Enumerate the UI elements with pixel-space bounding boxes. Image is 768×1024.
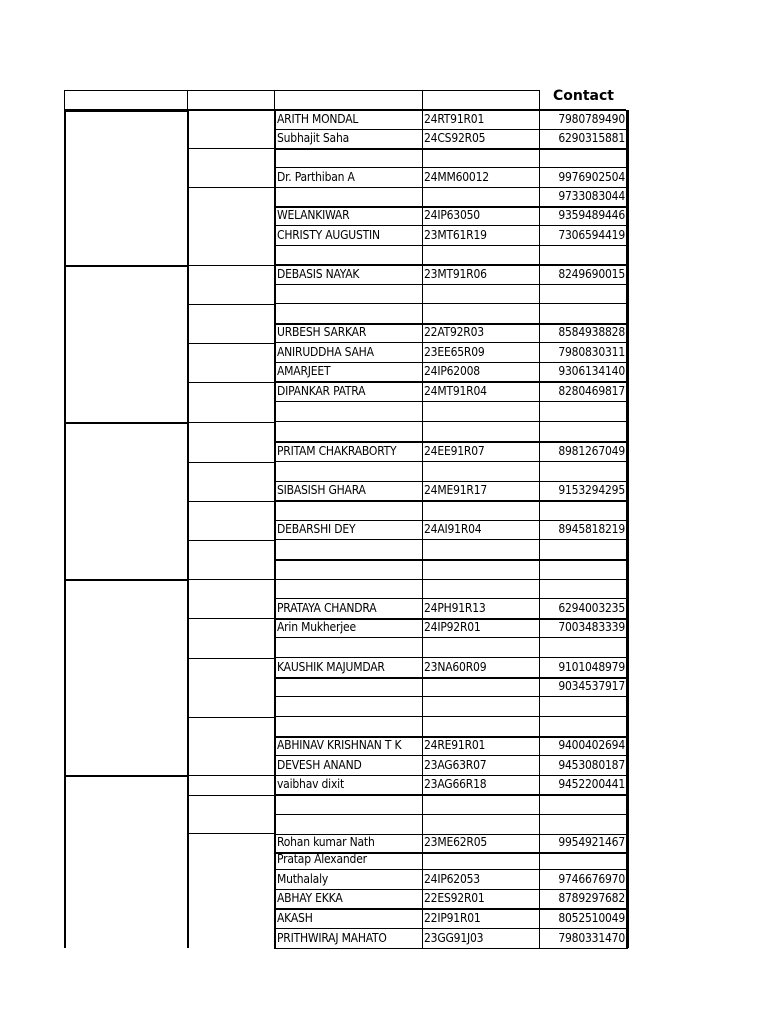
row-border <box>274 908 628 910</box>
contact-cell: 6294003235 <box>558 601 625 615</box>
header-vline <box>539 90 540 110</box>
row-border <box>274 657 628 658</box>
row-border <box>274 696 628 697</box>
row-border <box>274 637 628 638</box>
row-border <box>274 481 628 482</box>
row-border <box>274 225 628 226</box>
contact-cell: 9400402694 <box>558 738 625 752</box>
row-border <box>274 928 628 929</box>
contact-cell: 9101048979 <box>558 660 625 674</box>
contact-column-header: Contact <box>553 88 614 104</box>
header-vline <box>422 90 423 110</box>
row-border <box>274 264 628 266</box>
row-border <box>274 342 628 343</box>
subgroup-border <box>187 501 274 502</box>
row-border <box>274 461 628 462</box>
group-border <box>64 422 187 424</box>
contact-cell: 9452200441 <box>558 777 625 791</box>
contact-cell: 9359489446 <box>558 208 625 222</box>
name-cell: ANIRUDDHA SAHA <box>277 345 374 359</box>
roll-cell: 23MT91R06 <box>424 267 487 281</box>
contact-cell: 9746676970 <box>558 872 625 886</box>
roll-cell: 24IP62008 <box>424 364 480 378</box>
roll-cell: 23AG63R07 <box>424 758 487 772</box>
row-border <box>274 129 628 130</box>
row-border <box>274 539 628 540</box>
name-cell: SIBASISH GHARA <box>277 483 366 497</box>
contact-cell: 9034537917 <box>558 679 625 693</box>
subgroup-border <box>187 795 274 796</box>
contact-cell: 8280469817 <box>558 384 625 398</box>
name-cell: ABHINAV KRISHNAN T K <box>277 738 402 752</box>
contact-col-right-border <box>626 110 629 948</box>
group-border <box>64 110 187 112</box>
name-cell: AMARJEET <box>277 364 331 378</box>
header-vline <box>187 90 188 110</box>
roll-cell: 22ES92R01 <box>424 891 485 905</box>
group-border <box>64 579 187 581</box>
group-right-border <box>187 110 189 948</box>
contact-cell: 7003483339 <box>558 620 625 634</box>
name-cell: Dr. Parthiban A <box>277 170 355 184</box>
roll-cell: 24CS92R05 <box>424 131 486 145</box>
row-border <box>274 559 628 561</box>
name-cell: vaibhav dixit <box>277 777 345 791</box>
roll-cell: 23EE65R09 <box>424 345 485 359</box>
roll-cell: 24MT91R04 <box>424 384 487 398</box>
row-border <box>274 303 628 304</box>
row-border <box>274 187 628 188</box>
row-border <box>274 381 628 383</box>
name-cell: DEVESH ANAND <box>277 758 362 772</box>
contact-cell: 7980331470 <box>558 931 625 945</box>
contact-cell: 9153294295 <box>558 483 625 497</box>
name-cell: URBESH SARKAR <box>277 325 367 339</box>
subgroup-border <box>187 382 274 383</box>
row-border <box>274 401 628 402</box>
subgroup-border <box>187 658 274 659</box>
subgroup-border <box>187 343 274 344</box>
row-border <box>274 441 628 443</box>
row-border <box>274 500 628 502</box>
row-border <box>274 579 628 580</box>
subgroup-border <box>187 187 274 188</box>
name-cell: PRATAYA CHANDRA <box>277 601 377 615</box>
row-border <box>274 362 628 363</box>
group-left-border <box>64 110 66 948</box>
name-cell: KAUSHIK MAJUMDAR <box>277 660 385 674</box>
roll-cell: 23NA60R09 <box>424 660 487 674</box>
header-top-border <box>64 90 539 91</box>
roll-cell: 24IP62053 <box>424 872 480 886</box>
contact-cell: 8981267049 <box>558 444 625 458</box>
roll-cell: 24IP92R01 <box>424 620 481 634</box>
name-cell: Rohan kumar Nath <box>277 835 375 849</box>
contact-cell: 8249690015 <box>558 267 625 281</box>
subgroup-border <box>187 265 274 266</box>
name-cell: Muthalaly <box>277 872 329 886</box>
contact-cell: 7980830311 <box>558 345 625 359</box>
roll-cell: 24RT91R01 <box>424 112 485 126</box>
row-border <box>274 755 628 756</box>
contact-col-left-border <box>539 110 540 948</box>
roll-cell: 24RE91R01 <box>424 738 486 752</box>
roll-cell: 23GG91J03 <box>424 931 484 945</box>
contact-cell: 8584938828 <box>558 325 625 339</box>
contact-cell: 8052510049 <box>558 911 625 925</box>
contact-cell: 8945818219 <box>558 522 625 536</box>
row-border <box>274 421 628 422</box>
row-border <box>274 794 628 796</box>
name-cell: AKASH <box>277 911 313 925</box>
roll-cell: 24PH91R13 <box>424 601 486 615</box>
contact-cell: 9976902504 <box>558 170 625 184</box>
roll-cell: 22AT92R03 <box>424 325 484 339</box>
row-border <box>274 869 628 870</box>
contact-cell: 7980789490 <box>558 112 625 126</box>
header-vline <box>274 90 275 110</box>
name-cell: DEBARSHI DEY <box>277 522 356 536</box>
subgroup-border <box>187 717 274 718</box>
name-cell: PRITAM CHAKRABORTY <box>277 444 397 458</box>
contact-cell: 9954921467 <box>558 835 625 849</box>
subgroup-border <box>187 618 274 619</box>
subgroup-border <box>187 775 274 776</box>
row-border <box>274 520 628 521</box>
row-border <box>274 889 628 890</box>
group-border <box>64 775 187 777</box>
contact-cell: 6290315881 <box>558 131 625 145</box>
row-border <box>274 775 628 776</box>
row-border <box>274 245 628 246</box>
name-cell: Subhajit Saha <box>277 131 350 145</box>
row-border <box>274 716 628 717</box>
roll-cell: 24AI91R04 <box>424 522 482 536</box>
header-vline <box>64 90 65 110</box>
name-cell: ABHAY EKKA <box>277 891 343 905</box>
roll-cell: 22IP91R01 <box>424 911 481 925</box>
name-cell: DIPANKAR PATRA <box>277 384 366 398</box>
roll-cell: 23AG66R18 <box>424 777 487 791</box>
subgroup-border <box>187 422 274 423</box>
row-border <box>274 148 628 150</box>
row-border <box>274 948 628 949</box>
contact-cell: 9306134140 <box>558 364 625 378</box>
subgroup-border <box>187 833 274 834</box>
name-cell: PRITHWIRAJ MAHATO <box>277 931 387 945</box>
contact-cell: 7306594419 <box>558 228 625 242</box>
contact-cell: 9453080187 <box>558 758 625 772</box>
subgroup-border <box>187 462 274 463</box>
name-cell: ARITH MONDAL <box>277 112 359 126</box>
name-cell: DEBASIS NAYAK <box>277 267 360 281</box>
row-border <box>274 814 628 815</box>
roll-cell: 24IP63050 <box>424 208 480 222</box>
row-border <box>274 167 628 168</box>
roll-col-left-border <box>422 110 423 948</box>
name-cell: Pratap Alexander <box>277 852 367 866</box>
name-cell: CHRISTY AUGUSTIN <box>277 228 380 242</box>
name-cell: Arin Mukherjee <box>277 620 356 634</box>
subgroup-border <box>187 148 274 149</box>
row-border <box>274 284 628 285</box>
name-cell: WELANKIWAR <box>277 208 350 222</box>
row-border <box>274 598 628 599</box>
contact-cell: 8789297682 <box>558 891 625 905</box>
roll-cell: 24EE91R07 <box>424 444 485 458</box>
name-col-left-border <box>274 110 276 948</box>
roll-cell: 24ME91R17 <box>424 483 488 497</box>
roll-cell: 23ME62R05 <box>424 835 488 849</box>
subgroup-border <box>187 304 274 305</box>
group-border <box>64 265 187 267</box>
subgroup-border <box>187 540 274 541</box>
subgroup-border <box>187 579 274 580</box>
contact-cell: 9733083044 <box>558 189 625 203</box>
roll-cell: 24MM60012 <box>424 170 489 184</box>
roll-cell: 23MT61R19 <box>424 228 487 242</box>
